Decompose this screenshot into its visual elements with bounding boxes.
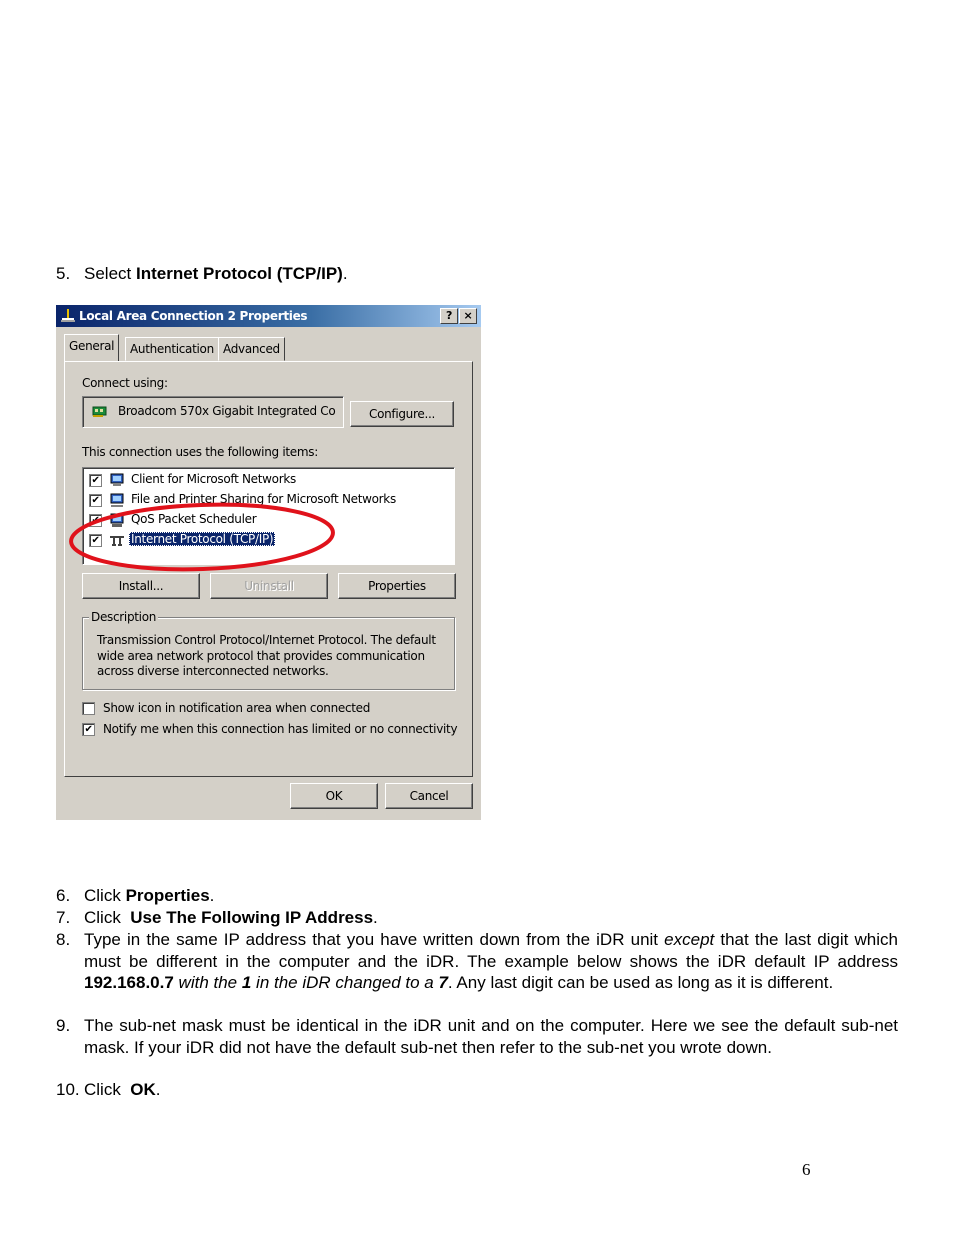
adapter-name: Broadcom 570x Gigabit Integrated Co bbox=[118, 404, 336, 418]
step-text-part: that the last digit which must be different in the computer and the iDR. The example below shows the iDR default IP address bbox=[84, 930, 898, 971]
network-connection-icon bbox=[60, 308, 76, 324]
step-text-italic: except bbox=[664, 930, 715, 949]
step-text-bold-italic: 1 bbox=[241, 973, 252, 992]
description-line-1: Transmission Control Protocol/Internet Protocol. The default bbox=[97, 633, 436, 647]
dialog-title: Local Area Connection 2 Properties bbox=[79, 309, 308, 323]
show-icon-label: Show icon in notification area when connected bbox=[103, 701, 371, 715]
step-text: The sub-net mask must be identical in the iDR unit and on the computer. Here we see the default sub-net mask. If your iDR did not have the default sub-net then refer to the sub-net you wrote down. bbox=[84, 1016, 898, 1057]
tab-authentication[interactable]: Authentication bbox=[125, 337, 219, 361]
step-text bbox=[84, 885, 898, 907]
network-adapter-icon bbox=[91, 403, 109, 419]
item-label: File and Printer Sharing for Microsoft Networks bbox=[131, 492, 396, 506]
show-icon-checkbox[interactable] bbox=[82, 702, 95, 715]
properties-button-label: Properties bbox=[368, 579, 426, 593]
step-text bbox=[84, 929, 898, 994]
tab-general[interactable]: General bbox=[64, 334, 119, 361]
description-groupbox bbox=[82, 610, 455, 690]
step-text-bold: Use The Following IP Address bbox=[130, 908, 374, 927]
install-button-label: Install... bbox=[118, 579, 164, 593]
qos-scheduler-icon bbox=[109, 512, 125, 528]
description-line-2: wide area network protocol that provides communication bbox=[97, 649, 425, 663]
item-checkbox[interactable]: ✔ bbox=[89, 494, 102, 507]
step-text bbox=[84, 263, 898, 285]
step-text-italic: with the bbox=[173, 973, 242, 992]
items-label: This connection uses the following items: bbox=[82, 445, 318, 459]
step-text-bold: Internet Protocol (TCP/IP) bbox=[135, 264, 343, 283]
item-label: QoS Packet Scheduler bbox=[131, 512, 257, 526]
description-line-3: across diverse interconnected networks. bbox=[97, 664, 329, 678]
tab-advanced[interactable]: Advanced bbox=[218, 337, 285, 361]
ok-button[interactable] bbox=[290, 783, 378, 809]
item-label: Client for Microsoft Networks bbox=[131, 472, 296, 486]
item-checkbox[interactable]: ✔ bbox=[89, 474, 102, 487]
item-checkbox[interactable]: ✔ bbox=[89, 514, 102, 527]
step-text-pre: Click bbox=[84, 886, 126, 905]
step-text-pre: Select bbox=[84, 264, 136, 283]
step-number: 5. bbox=[56, 264, 71, 283]
description-title: Description bbox=[91, 610, 157, 624]
help-button[interactable]: ? bbox=[440, 308, 458, 324]
uninstall-button[interactable] bbox=[210, 573, 328, 599]
configure-button[interactable] bbox=[350, 401, 454, 427]
step-text bbox=[84, 1079, 898, 1101]
items-list[interactable] bbox=[82, 467, 455, 565]
step-text-pre: Click bbox=[84, 1080, 131, 1099]
step-text-bold-italic: 7 bbox=[438, 973, 448, 992]
connect-using-label: Connect using: bbox=[82, 376, 168, 390]
general-tab-panel bbox=[64, 361, 473, 777]
step-number: 10. bbox=[56, 1080, 80, 1099]
ok-button-label: OK bbox=[325, 789, 343, 803]
cancel-button-label: Cancel bbox=[409, 789, 449, 803]
step-number: 7. bbox=[56, 908, 71, 927]
step-text-post: . bbox=[155, 1080, 161, 1099]
properties-button[interactable] bbox=[338, 573, 456, 599]
install-button[interactable] bbox=[82, 573, 200, 599]
step-text-pre: Click bbox=[84, 908, 131, 927]
step-text-bold: 192.168.0.7 bbox=[84, 973, 174, 992]
step-text-post: . bbox=[209, 886, 215, 905]
step-number: 9. bbox=[56, 1016, 71, 1035]
computer-client-icon bbox=[109, 472, 125, 488]
step-text-italic: in the iDR changed to a bbox=[251, 973, 439, 992]
step-text-post: . bbox=[373, 908, 378, 927]
network-protocol-icon bbox=[109, 532, 125, 548]
step-text bbox=[84, 907, 898, 929]
page-number: 6 bbox=[802, 1160, 811, 1179]
file-sharing-icon bbox=[109, 492, 125, 508]
step-text-part: . Any last digit can be used as long as it is different. bbox=[447, 973, 834, 992]
step-text-bold: Properties bbox=[125, 886, 210, 905]
configure-button-label: Configure... bbox=[368, 407, 435, 421]
dialog-titlebar bbox=[56, 305, 481, 327]
step-number: 8. bbox=[56, 930, 71, 949]
cancel-button[interactable] bbox=[385, 783, 473, 809]
close-button[interactable]: × bbox=[459, 308, 477, 324]
uninstall-button-label: Uninstall bbox=[244, 579, 294, 593]
step-text-part: Type in the same IP address that you have written down from the iDR unit bbox=[84, 930, 665, 949]
properties-dialog bbox=[56, 305, 481, 820]
notify-label: Notify me when this connection has limited or no connectivity bbox=[103, 722, 458, 736]
item-checkbox[interactable]: ✔ bbox=[89, 534, 102, 547]
step-number: 6. bbox=[56, 886, 71, 905]
step-text-post: . bbox=[342, 264, 348, 283]
step-text-bold: OK bbox=[130, 1080, 156, 1099]
adapter-box bbox=[82, 396, 344, 428]
item-label: Internet Protocol (TCP/IP) bbox=[131, 532, 274, 546]
notify-checkbox[interactable]: ✔ bbox=[82, 723, 95, 736]
